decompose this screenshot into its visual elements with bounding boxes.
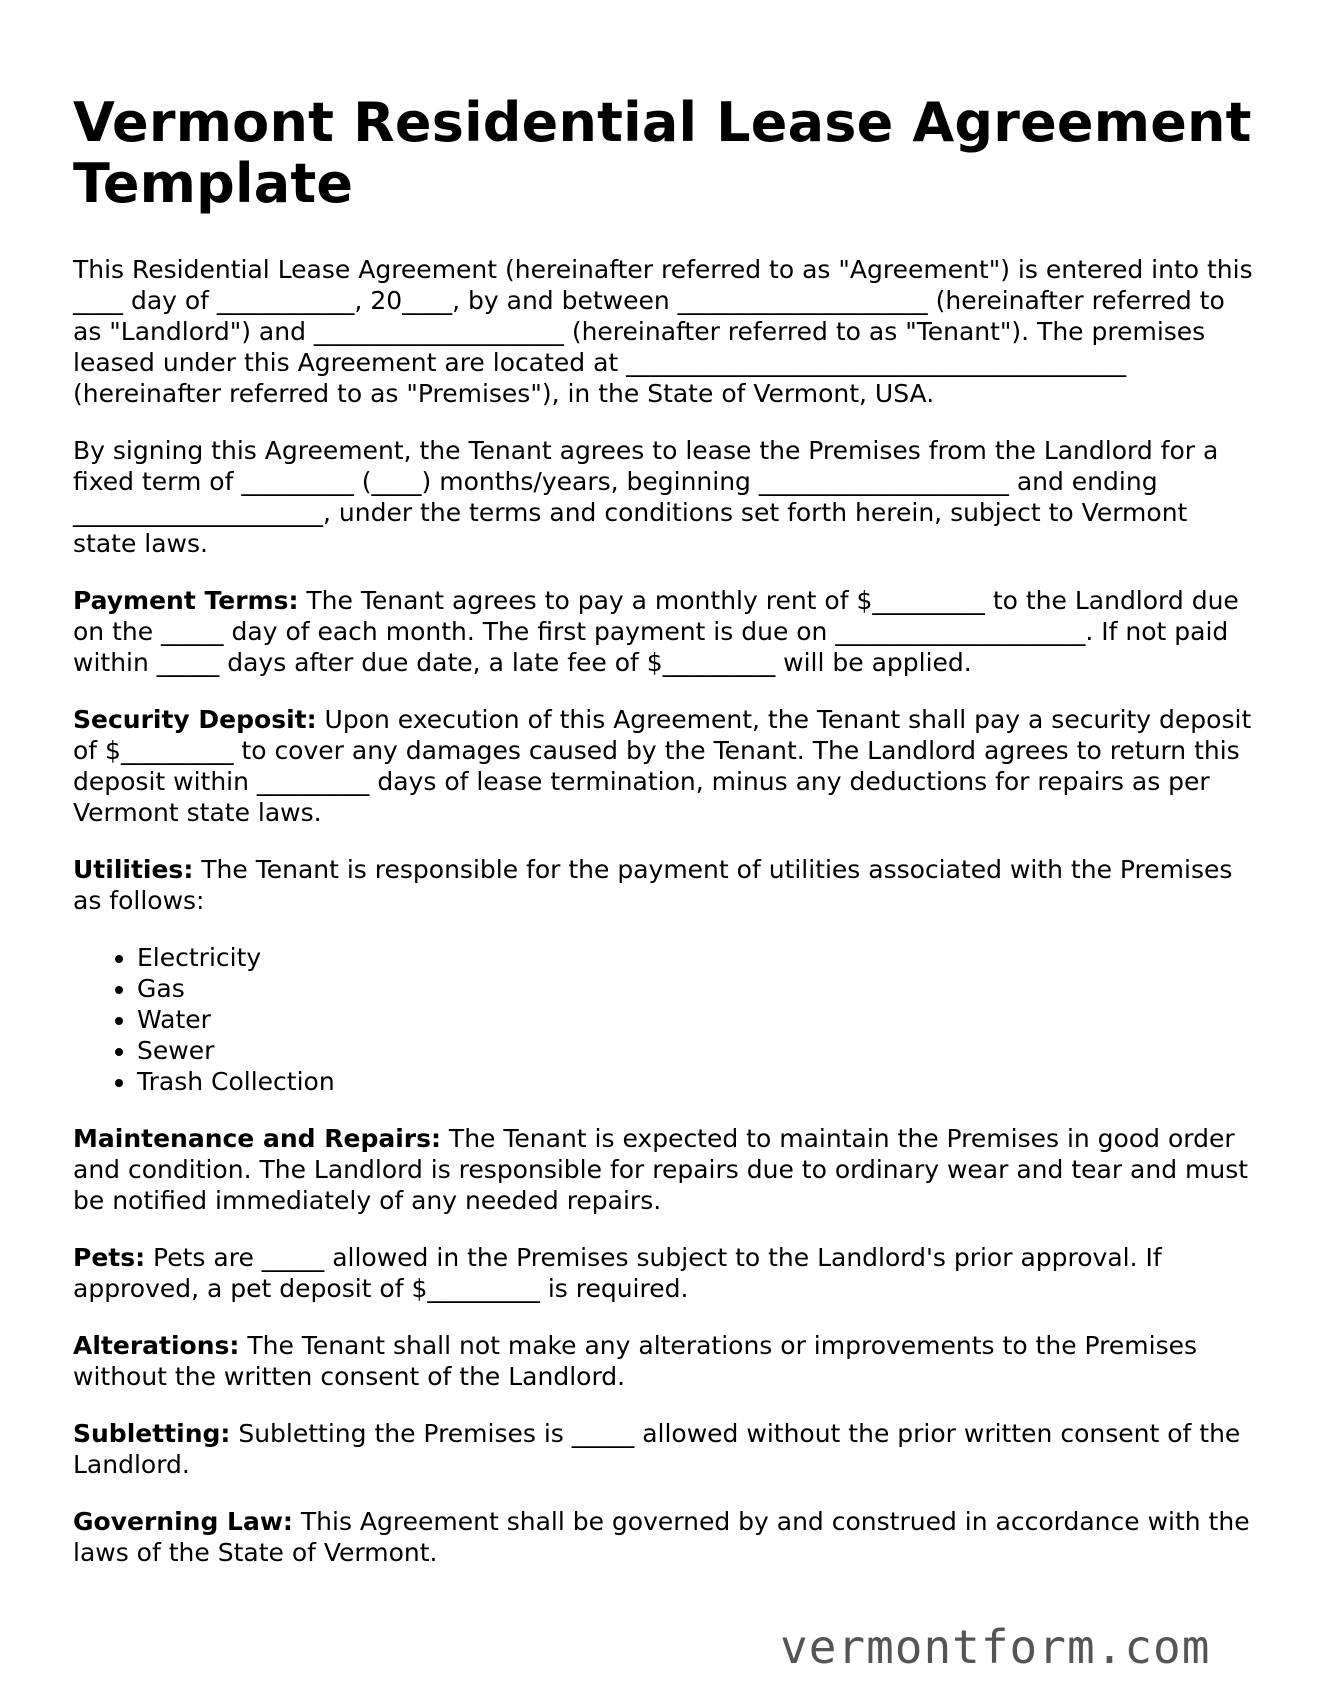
governing-law-heading: Governing Law: bbox=[73, 1507, 293, 1536]
security-deposit-heading: Security Deposit: bbox=[73, 705, 317, 734]
list-item: • Trash Collection bbox=[137, 1066, 1253, 1097]
payment-terms-text: The Tenant agrees to pay a monthly rent of $_________ to the Landlord due on the _____ day of each month. The first payment is due on ____________________. If not paid within _____ days after due date, a late fee of $_________ will be applied. bbox=[73, 586, 1239, 677]
pets-text: Pets are _____ allowed in the Premises subject to the Landlord's prior approval. If approved, a pet deposit of $_________ is required. bbox=[73, 1243, 1162, 1303]
governing-law-section bbox=[73, 1506, 1253, 1568]
term-paragraph: By signing this Agreement, the Tenant agrees to lease the Premises from the Landlord for a fixed term of _________ (____) months/years, beginning ____________________ and ending ____________________, under the terms and conditions set forth herein, subject to Vermont state laws. bbox=[73, 436, 1219, 558]
subletting-heading: Subletting: bbox=[73, 1419, 231, 1448]
watermark: vermontform.com bbox=[780, 1620, 1211, 1674]
document-page bbox=[73, 92, 1253, 1568]
pets-heading: Pets: bbox=[73, 1243, 146, 1272]
security-deposit-section bbox=[73, 704, 1253, 828]
payment-terms-heading: Payment Terms: bbox=[73, 586, 299, 615]
alterations-heading: Alterations: bbox=[73, 1331, 240, 1360]
utilities-section bbox=[73, 854, 1253, 916]
maintenance-text: The Tenant is expected to maintain the Premises in good order and condition. The Landlord is responsible for repairs due to ordinary wear and tear and must be notified immediately of any needed repairs. bbox=[73, 1124, 1249, 1215]
alterations-section bbox=[73, 1330, 1253, 1392]
list-item: • Electricity bbox=[137, 942, 1253, 973]
pets-section bbox=[73, 1242, 1253, 1304]
governing-law-text: This Agreement shall be governed by and construed in accordance with the laws of the State of Vermont. bbox=[73, 1507, 1250, 1567]
intro-paragraph: This Residential Lease Agreement (hereinafter referred to as "Agreement") is entered into this ____ day of ___________, 20____, by and between ____________________ (hereinafter referred to as "Landlord") and ____________________ (hereinafter referred to as "Tenant"). The premises leased under this Agreement are located at ________________________________________ (hereinafter referred to as "Premises"), in the State of Vermont, USA. bbox=[73, 255, 1253, 408]
utilities-list bbox=[73, 942, 1253, 1097]
subletting-text: Subletting the Premises is _____ allowed without the prior written consent of the Landlord. bbox=[73, 1419, 1241, 1479]
subletting-section bbox=[73, 1418, 1253, 1480]
maintenance-section bbox=[73, 1123, 1253, 1216]
security-deposit-text: Upon execution of this Agreement, the Tenant shall pay a security deposit of $_________ to cover any damages caused by the Tenant. The Landlord agrees to return this deposit within _________ days of lease termination, minus any deductions for repairs as per Vermont state laws. bbox=[73, 705, 1252, 827]
list-item: • Gas bbox=[137, 973, 1253, 1004]
list-item: • Sewer bbox=[137, 1035, 1253, 1066]
utilities-heading: Utilities: bbox=[73, 855, 194, 884]
payment-terms-section bbox=[73, 585, 1253, 678]
maintenance-heading: Maintenance and Repairs: bbox=[73, 1124, 441, 1153]
utilities-text: The Tenant is responsible for the payment of utilities associated with the Premises as follows: bbox=[73, 855, 1233, 915]
document-title: Vermont Residential Lease Agreement Template bbox=[73, 91, 1252, 215]
alterations-text: The Tenant shall not make any alterations or improvements to the Premises without the written consent of the Landlord. bbox=[73, 1331, 1198, 1391]
list-item: • Water bbox=[137, 1004, 1253, 1035]
